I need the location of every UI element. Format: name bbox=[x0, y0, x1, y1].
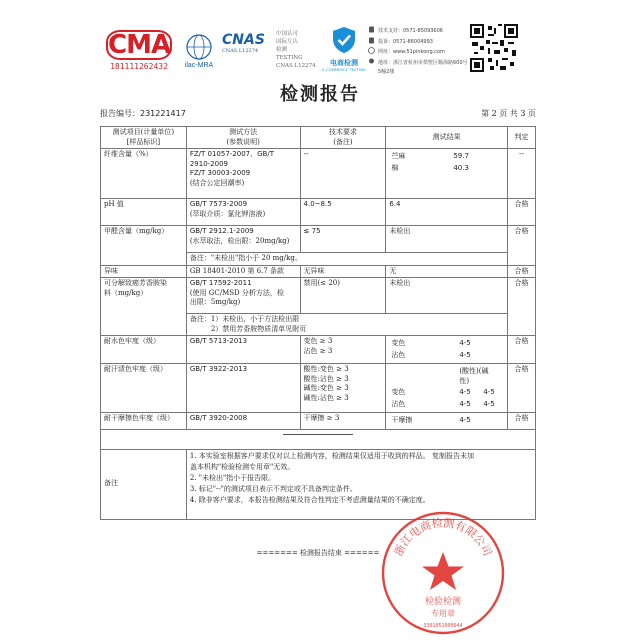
cn-info-line: 中国认可 bbox=[276, 31, 299, 37]
header-result: 测试结果 bbox=[386, 127, 508, 149]
table-row bbox=[101, 149, 536, 199]
cell-requirement: 4.0~8.5 bbox=[300, 199, 386, 226]
contact-address-line2: 5幢2楼 bbox=[378, 69, 395, 75]
cell-item: 耐汗渍色牢度（级） bbox=[101, 364, 187, 413]
contact-complaint-text: 投诉：0571-86004993 bbox=[378, 38, 433, 45]
header-method: 测试方法 (参数说明) bbox=[186, 127, 300, 149]
cell-requirement: 无异味 bbox=[300, 265, 386, 278]
cell-requirement: 禁用(≤ 20) bbox=[300, 278, 386, 314]
star-icon bbox=[422, 552, 464, 590]
cell-method: FZ/T 01057-2007、GB/T 2910-2009 FZ/T 30003-2009 (结合公定回潮率) bbox=[186, 149, 300, 199]
seal-top-text: 浙江电商检测有限公司 bbox=[391, 516, 495, 559]
cell-note: 备注：1）未检出，小于方法检出限 2）禁用芳香胺物质清单见附页 bbox=[186, 314, 507, 336]
contact-address-text: 地址：浙江省杭州市拱墅区顺海路600号 bbox=[378, 59, 468, 66]
cell-method: GB/T 5713-2013 bbox=[186, 336, 300, 364]
cell-requirement: 酸性:变色 ≥ 3 酸性:沾色 ≥ 3 碱性:变色 ≥ 3 碱性:沾色 ≥ 3 bbox=[300, 364, 386, 413]
cell-item: 耐干摩擦色牢度（级） bbox=[101, 413, 187, 430]
cn-info-line: 检测 bbox=[276, 47, 288, 53]
contact-website-text: 网址：www.51pinkong.com bbox=[378, 49, 445, 55]
official-seal bbox=[378, 508, 508, 638]
phone-icon bbox=[368, 37, 375, 44]
contact-website bbox=[368, 47, 468, 58]
cell-verdict: 合格 bbox=[508, 199, 536, 226]
cell-verdict: 合格 bbox=[508, 265, 536, 278]
cnas-mark: CNAS bbox=[222, 32, 265, 48]
cell-requirement: ≤ 75 bbox=[300, 226, 386, 253]
ilac-mra-logo bbox=[178, 32, 220, 70]
ecommerce-testing-logo bbox=[318, 26, 370, 72]
cell-divider bbox=[101, 429, 536, 449]
cell-verdict: 合格 bbox=[508, 226, 536, 266]
cell-item: 异味 bbox=[101, 265, 187, 278]
cell-result: 6.4 bbox=[386, 199, 508, 226]
test-results-table bbox=[100, 126, 536, 520]
cell-method: GB/T 7573-2009 (萃取介质：氯化钾溶液) bbox=[186, 199, 300, 226]
cell-method: GB/T 17592-2011 (使用 GC/MSD 分析方法，检 出限：5mg/kg) bbox=[186, 278, 300, 314]
cell-item: 可分解致癌芳香胺染 料（mg/kg） bbox=[101, 278, 187, 336]
table-row bbox=[101, 265, 536, 278]
table-header-row bbox=[101, 127, 536, 149]
report-number bbox=[100, 108, 186, 119]
header-requirement: 技术要求 (备注) bbox=[300, 127, 386, 149]
cn-info-line: TESTING bbox=[276, 55, 303, 61]
qr-code bbox=[470, 24, 518, 72]
accreditation-info bbox=[276, 30, 316, 70]
remarks-text: 1. 本实验室根据客户要求仅对以上检测内容，检测结果仅适用于收到的样品。 复制报告未加 盖本机构"检验检测专用章"无效。 2. "未检出"指小于报告限。 3. 标记"--"的测试项目表示不判定或不具备判定条件。 4. 除非客户要求，本报告检测结果及符合性判定不考虑测量结果的不确定度。 bbox=[186, 449, 535, 519]
cell-requirement: 变色 ≥ 3 沾色 ≥ 3 bbox=[300, 336, 386, 364]
report-end-marker: ======= 检测报告结束 ====== bbox=[256, 549, 380, 557]
table-row bbox=[101, 226, 536, 253]
cell-result: 未检出 bbox=[386, 226, 508, 253]
table-row bbox=[101, 336, 536, 364]
seal-center-text: 检验检测 bbox=[424, 597, 462, 607]
report-number-label: 报告编号： bbox=[100, 109, 140, 118]
cell-item: 纤维含量（%） bbox=[101, 149, 187, 199]
cell-method: GB/T 3922-2013 bbox=[186, 364, 300, 413]
cell-result: 未检出 bbox=[386, 278, 508, 314]
contact-address bbox=[368, 58, 468, 69]
header-item: 测试项目(计量单位) [样品标识] bbox=[101, 127, 187, 149]
contact-phone bbox=[368, 26, 468, 37]
divider-line bbox=[283, 434, 353, 435]
cell-verdict: 合格 bbox=[508, 364, 536, 413]
cell-method: GB/T 2912.1-2009 (水萃取法，检出限：20mg/kg) bbox=[186, 226, 300, 253]
cnas-logo bbox=[222, 32, 272, 68]
cell-item: 耐水色牢度（级） bbox=[101, 336, 187, 364]
table-row bbox=[101, 278, 536, 314]
table-row bbox=[101, 413, 536, 430]
contact-complaint bbox=[368, 37, 468, 48]
cn-info-line: CNAS L12274 bbox=[276, 63, 316, 69]
cell-verdict: -- bbox=[508, 149, 536, 199]
cell-method: GB/T 3920-2008 bbox=[186, 413, 300, 430]
ecom-subtitle: E-COMMERCE TESTING bbox=[322, 68, 366, 72]
ecom-title: 电商检测 bbox=[330, 59, 358, 67]
page-indicator: 第 2 页 共 3 页 bbox=[481, 109, 536, 118]
contact-info bbox=[368, 26, 468, 78]
cma-number: 181111262432 bbox=[110, 62, 168, 71]
cell-note: 备注："未检出"指小于 20 mg/kg。 bbox=[186, 253, 507, 266]
cma-logo bbox=[106, 30, 172, 71]
report-number-value: 231221417 bbox=[140, 109, 186, 118]
cell-result: 干摩擦 4-5 bbox=[386, 413, 508, 430]
cell-item: 甲醛含量（mg/kg） bbox=[101, 226, 187, 266]
contact-phone-text: 技术支持：0571-85093606 bbox=[378, 28, 443, 34]
cell-result: 苎麻 59.7 棉 40.3 bbox=[386, 149, 508, 199]
cell-result: 变色 4-5 沾色 4-5 bbox=[386, 336, 508, 364]
seal-code: 3301051000644 bbox=[423, 623, 463, 629]
cell-result: (酸性)(碱性) 变色 4-5 4-5 沾色 4-5 4-5 bbox=[386, 364, 508, 413]
cnas-number: CNAS L12274 bbox=[222, 48, 259, 54]
cell-requirement: -- bbox=[300, 149, 386, 199]
report-header bbox=[0, 20, 640, 80]
location-icon bbox=[368, 58, 375, 65]
header-verdict: 判定 bbox=[508, 127, 536, 149]
cell-result: 无 bbox=[386, 265, 508, 278]
cell-requirement: 干摩擦 ≥ 3 bbox=[300, 413, 386, 430]
cell-verdict: 合格 bbox=[508, 278, 536, 336]
cell-item: pH 值 bbox=[101, 199, 187, 226]
remarks-label: 备注 bbox=[101, 449, 187, 519]
table-row bbox=[101, 364, 536, 413]
globe-icon bbox=[368, 47, 375, 54]
cell-verdict: 合格 bbox=[508, 336, 536, 364]
ilac-label: ilac-MRA bbox=[184, 62, 214, 69]
cell-method: GB 18401-2010 第 6.7 条款 bbox=[186, 265, 300, 278]
shield-check-icon bbox=[330, 26, 358, 54]
phone-icon bbox=[368, 26, 375, 33]
table-blank-row bbox=[101, 429, 536, 449]
cn-info-line: 国际互认 bbox=[276, 39, 299, 45]
seal-bottom-text: 专用章 bbox=[431, 609, 455, 618]
cma-mark: CMA bbox=[108, 30, 171, 60]
report-title: 检测报告 bbox=[280, 84, 360, 105]
cell-verdict: 合格 bbox=[508, 413, 536, 430]
table-row bbox=[101, 199, 536, 226]
